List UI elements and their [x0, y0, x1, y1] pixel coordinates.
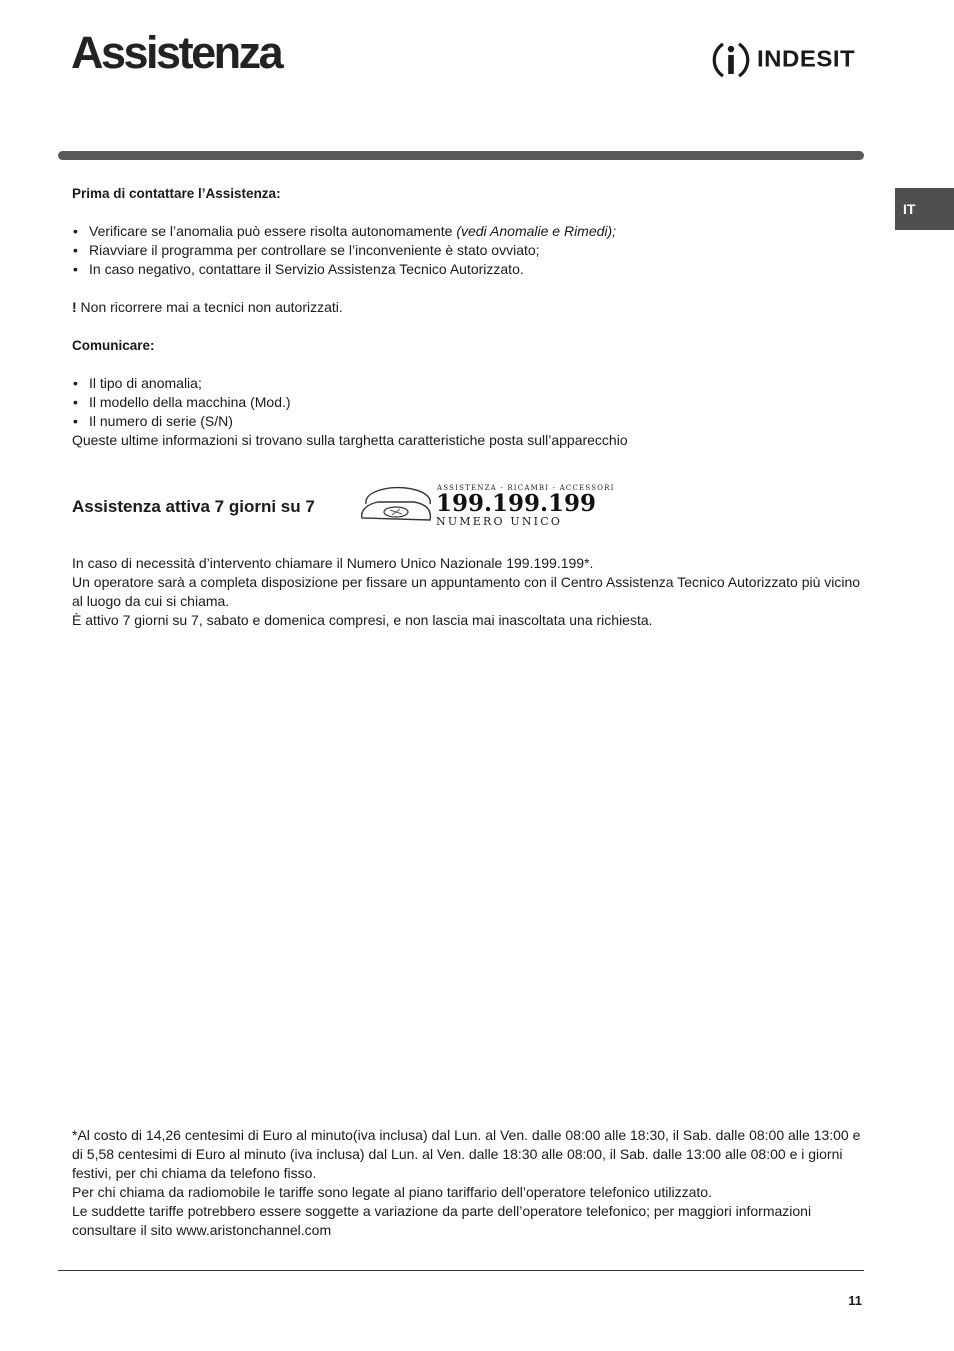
rating-plate-note: Queste ultime informazioni si trovano sulla targhetta caratteristiche posta sull’apparecchio [72, 432, 628, 448]
paragraph: Un operatore sarà a completa disposizione per fissare un appuntamento con il Centro Assistenza Tecnico Autorizzato più vicino al luogo da cui si chiama. [72, 574, 861, 609]
warning-note: ! Non ricorrere mai a tecnici non autorizzati. [72, 299, 343, 315]
footnote [72, 1126, 864, 1240]
badge-services-label: ASSISTENZA - RICAMBI - ACCESSORI [437, 484, 615, 492]
mobile-tariff-note: Per chi chiama da radiomobile le tariffe sono legate al piano tariffario dell’operatore telefonico utilizzato. [72, 1184, 712, 1200]
active-assistance-header [72, 480, 672, 532]
exclamation-icon: ! [72, 299, 77, 315]
before-contact-heading: Prima di contattare l’Assistenza: [72, 186, 281, 201]
service-phone-number: 199.199.199 [436, 490, 597, 517]
brand-logo [711, 38, 866, 82]
tariff-change-note: Le suddette tariffe potrebbero essere soggette a variazione da parte dell’operatore telefonico; per maggiori informazioni consultare il sito www.aristonchannel.com [72, 1203, 812, 1238]
service-number-badge [356, 480, 615, 532]
instructions-section [72, 184, 862, 450]
active-assistance-heading: Assistenza attiva 7 giorni su 7 [72, 497, 315, 516]
communicate-list [72, 374, 862, 431]
page-number: 11 [848, 1293, 862, 1308]
header-divider [58, 151, 864, 160]
info-i-icon [711, 38, 751, 82]
communicate-heading: Comunicare: [72, 338, 155, 353]
brand-name: INDESIT [757, 46, 856, 73]
paragraph: In caso di necessità d’intervento chiamare il Numero Unico Nazionale 199.199.199*. [72, 555, 594, 571]
badge-unique-number-label: NUMERO UNICO [436, 515, 563, 528]
cross-reference-note: (vedi Anomalie e Rimedi); [456, 223, 617, 239]
list-item: • Il modello della macchina (Mod.) [72, 393, 862, 412]
footer-divider [58, 1270, 864, 1271]
language-tab[interactable] [895, 188, 954, 230]
paragraph: È attivo 7 giorni su 7, sabato e domenica compresi, e non lascia mai inascoltata una richiesta. [72, 612, 653, 628]
tariff-note: *Al costo di 14,26 centesimi di Euro al minuto(iva inclusa) dal Lun. al Ven. dalle 08:00 alle 18:30, il Sab. dalle 08:00 alle 13:00 e di 5,58 centesimi di Euro al minuto (iva inclusa) dal Lun. al Ven. dalle 18:30 alle 08:00, il Sab. dalle 13:00 alle 08:00 e i giorni festivi, per chi chiama da telefono fisso. [72, 1127, 861, 1181]
list-item: • Il numero di serie (S/N) [72, 412, 862, 431]
active-assistance-text [72, 554, 862, 630]
telephone-icon [362, 488, 431, 520]
before-contact-list [72, 222, 862, 279]
page-title: Assistenza [71, 27, 282, 78]
language-tab-label: IT [903, 201, 916, 217]
list-item: • Verificare se l’anomalia può essere risolta autonomamente (vedi Anomalie e Rimedi); [72, 222, 862, 241]
list-item: • Il tipo di anomalia; [72, 374, 862, 393]
list-item: • In caso negativo, contattare il Servizio Assistenza Tecnico Autorizzato. [72, 260, 862, 279]
list-item: • Riavviare il programma per controllare se l’inconveniente è stato ovviato; [72, 241, 862, 260]
